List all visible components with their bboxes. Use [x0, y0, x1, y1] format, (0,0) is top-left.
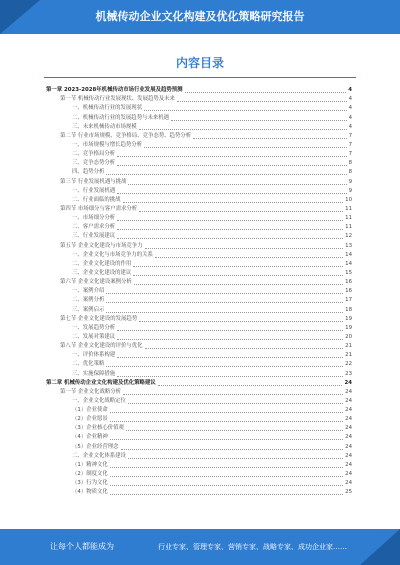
toc-entry-text: 第五节 企业文化建设与市场竞争力	[60, 242, 143, 249]
toc-entry[interactable]	[46, 86, 352, 95]
toc-entry-text: 第一节 企业文化战略分析	[60, 388, 122, 395]
toc-leader-dots	[123, 394, 343, 395]
toc-entry-text: （1）精神文化	[72, 461, 108, 468]
toc-leader-dots	[110, 421, 343, 422]
report-title: 机械传动企业文化构建及优化策略研究报告	[95, 10, 305, 23]
toc-entry[interactable]	[46, 360, 352, 369]
toc-leader-dots	[193, 138, 346, 139]
toc-entry-page: 18	[345, 306, 352, 313]
toc-leader-dots	[117, 238, 343, 239]
toc-leader-dots	[106, 293, 343, 294]
toc-entry[interactable]	[46, 278, 352, 287]
toc-entry-page: 4	[348, 96, 352, 103]
toc-entry-page: 24	[345, 461, 352, 468]
toc-entry-page: 8	[348, 169, 352, 176]
toc-entry-text: 第六节 企业文化建设案例分析	[60, 279, 132, 286]
toc-entry-text: 一、企业文化战略定位	[72, 397, 126, 404]
toc-entry-page: 11	[345, 205, 352, 212]
toc-entry-text: 一、评价体系构建	[72, 352, 116, 359]
toc-leader-dots	[117, 357, 343, 358]
toc-entry-page: 20	[345, 333, 352, 340]
toc-entry-text: 第七节 企业文化建设的发展趋势	[60, 315, 138, 322]
toc-entry-page: 25	[345, 489, 352, 496]
toc-entry-page: 24	[345, 397, 352, 404]
toc-entry[interactable]	[46, 470, 352, 479]
toc-entry-page: 11	[345, 215, 352, 222]
toc-entry[interactable]	[46, 205, 352, 214]
toc-entry-text: 二、案例分析	[72, 297, 105, 304]
toc-entry-text: （4）物质文化	[72, 489, 108, 496]
toc-entry-page: 4	[348, 123, 352, 130]
toc-entry[interactable]	[46, 388, 352, 397]
toc-entry[interactable]	[46, 424, 352, 433]
toc-entry[interactable]	[46, 461, 352, 470]
toc-entry-page: 9	[348, 187, 352, 194]
toc-entry-text: 二、企业文化体系建设	[72, 452, 126, 459]
toc-entry[interactable]	[46, 159, 352, 168]
toc-entry[interactable]	[46, 296, 352, 305]
toc-entry-page: 17	[345, 297, 352, 304]
toc-entry-text: （5）企业经营理念	[72, 443, 119, 450]
toc-entry-page: 10	[345, 196, 352, 203]
toc-entry[interactable]	[46, 141, 352, 150]
toc-entry[interactable]	[46, 232, 352, 241]
toc-entry-text: 二、客户需求分析	[72, 224, 116, 231]
footer-slogan: 让每个人都能成为	[50, 542, 114, 551]
toc-entry[interactable]	[46, 214, 352, 223]
toc-entry[interactable]	[46, 223, 352, 232]
toc-entry[interactable]	[46, 196, 352, 205]
toc-entry[interactable]	[46, 397, 352, 406]
toc-leader-dots	[110, 439, 343, 440]
table-of-contents	[46, 86, 352, 518]
toc-entry-page: 24	[345, 425, 352, 432]
toc-entry[interactable]	[46, 113, 352, 122]
toc-entry-text: 第三节 行业发展机遇与挑战	[60, 178, 127, 185]
toc-entry-text: 二、企业文化建设的作用	[72, 260, 132, 267]
toc-entry[interactable]	[46, 315, 352, 324]
toc-entry-text: 二、优化策略	[72, 361, 105, 368]
toc-heading: 内容目录	[175, 56, 224, 70]
toc-entry[interactable]	[46, 324, 352, 333]
toc-leader-dots	[185, 92, 347, 93]
toc-entry[interactable]	[46, 488, 352, 497]
toc-entry[interactable]	[46, 104, 352, 113]
toc-leader-dots	[134, 284, 343, 285]
toc-leader-dots	[121, 449, 344, 450]
toc-leader-dots	[158, 385, 343, 386]
toc-entry-text: 一、行业发展机遇	[72, 187, 116, 194]
toc-leader-dots	[123, 202, 344, 203]
toc-entry[interactable]	[46, 342, 352, 351]
toc-entry[interactable]	[46, 251, 352, 260]
toc-leader-dots	[117, 165, 346, 166]
toc-leader-dots	[139, 211, 343, 212]
toc-entry-page: 4	[348, 105, 352, 112]
toc-entry-text: 三、实施保障措施	[72, 370, 116, 377]
toc-entry-page: 24	[345, 471, 352, 478]
toc-entry-page: 19	[345, 315, 352, 322]
toc-entry-page: 19	[345, 324, 352, 331]
toc-entry[interactable]	[46, 123, 352, 132]
toc-entry[interactable]	[46, 333, 352, 342]
toc-entry[interactable]	[46, 479, 352, 488]
toc-entry-page: 4	[348, 114, 352, 121]
toc-entry-page: 15	[345, 269, 352, 276]
toc-entry-page: 24	[345, 416, 352, 423]
toc-entry[interactable]	[46, 379, 352, 388]
toc-entry-text: 四、趋势分析	[72, 169, 105, 176]
toc-entry[interactable]	[46, 150, 352, 159]
toc-entry[interactable]	[46, 187, 352, 196]
toc-entry-page: 16	[345, 279, 352, 286]
toc-entry-page: 24	[344, 379, 352, 386]
toc-leader-dots	[133, 266, 343, 267]
toc-entry-page: 7	[348, 151, 352, 158]
toc-entry-page: 24	[345, 434, 352, 441]
toc-entry-text: 第一节 机械传动行业发展现状、发展趋势及未来	[60, 96, 175, 103]
toc-entry[interactable]	[46, 260, 352, 269]
toc-leader-dots	[155, 257, 343, 258]
toc-leader-dots	[171, 120, 347, 121]
toc-entry-text: 三、未来机械传动市场规模	[72, 123, 137, 130]
toc-leader-dots	[128, 184, 346, 185]
toc-entry-text: （2）企业愿景	[72, 416, 108, 423]
toc-leader-dots	[144, 147, 346, 148]
toc-entry-text: 三、企业文化建设的建议	[72, 269, 132, 276]
toc-leader-dots	[106, 366, 343, 367]
toc-leader-dots	[110, 467, 343, 468]
toc-entry[interactable]	[46, 132, 352, 141]
toc-entry-page: 24	[345, 388, 352, 395]
toc-entry[interactable]	[46, 305, 352, 314]
toc-entry-page: 24	[345, 452, 352, 459]
toc-entry[interactable]	[46, 442, 352, 451]
toc-entry[interactable]	[46, 95, 352, 104]
toc-entry-text: 第二章 机械传动企业文化构建及优化策略建议	[46, 379, 156, 386]
toc-entry-text: 第四节 市场细分与客户需求分析	[60, 205, 138, 212]
toc-entry[interactable]	[46, 168, 352, 177]
toc-leader-dots	[177, 101, 347, 102]
toc-entry-page: 22	[345, 361, 352, 368]
toc-leader-dots	[106, 174, 346, 175]
toc-entry-text: 一、机械传动行业的发展现状	[72, 105, 143, 112]
toc-entry[interactable]	[46, 415, 352, 424]
toc-entry-page: 21	[345, 343, 352, 350]
toc-entry-page: 14	[345, 260, 352, 267]
toc-leader-dots	[133, 275, 343, 276]
toc-entry-text: 第八节 企业文化建设的评价与优化	[60, 343, 143, 350]
toc-entry-page: 8	[348, 160, 352, 167]
toc-entry-page: 7	[348, 132, 352, 139]
page-header	[0, 0, 400, 34]
toc-entry-page: 12	[345, 233, 352, 240]
toc-entry[interactable]	[46, 433, 352, 442]
toc-leader-dots	[117, 330, 343, 331]
toc-leader-dots	[145, 248, 344, 249]
toc-entry[interactable]	[46, 287, 352, 296]
toc-entry-page: 4	[348, 87, 352, 94]
toc-entry-text: （4）企业精神	[72, 434, 108, 441]
toc-entry[interactable]	[46, 351, 352, 360]
toc-entry-page: 24	[345, 407, 352, 414]
toc-entry-text: 三、竞争态势分析	[72, 160, 116, 167]
toc-leader-dots	[117, 376, 343, 377]
toc-entry[interactable]	[46, 406, 352, 415]
toc-entry-text: （1）企业使命	[72, 407, 108, 414]
toc-leader-dots	[106, 302, 343, 303]
toc-entry-page: 21	[345, 352, 352, 359]
toc-leader-dots	[128, 458, 343, 459]
toc-leader-dots	[110, 476, 343, 477]
footer-roles: 行业专家、管理专家、营销专家、战略专家、成功企业家……	[158, 543, 347, 551]
toc-leader-dots	[117, 339, 343, 340]
toc-entry-text: 三、行业发展建议	[72, 233, 116, 240]
toc-entry-page: 9	[348, 178, 352, 185]
toc-entry-text: 二、竞争格局分析	[72, 151, 116, 158]
toc-entry-text: 一、市场细分分析	[72, 215, 116, 222]
toc-entry-text: 第一章 2023-2028年机械传动市场行业发展及趋势预测	[46, 87, 183, 94]
toc-entry-text: 一、市场规模与增长趋势分析	[72, 141, 143, 148]
toc-leader-dots	[117, 193, 346, 194]
toc-leader-dots	[110, 485, 343, 486]
toc-entry-text: 一、企业文化与市场竞争力的关系	[72, 251, 153, 258]
toc-leader-dots	[139, 129, 347, 130]
toc-entry-text: 二、行业面临的挑战	[72, 196, 121, 203]
toc-entry-text: （3）行为文化	[72, 480, 108, 487]
toc-leader-dots	[126, 430, 343, 431]
toc-entry[interactable]	[46, 369, 352, 378]
toc-entry-page: 23	[345, 370, 352, 377]
toc-leader-dots	[110, 412, 343, 413]
toc-leader-dots	[117, 229, 343, 230]
toc-entry-text: （2）制度文化	[72, 471, 108, 478]
toc-divider	[44, 77, 356, 78]
toc-entry[interactable]	[46, 269, 352, 278]
toc-entry[interactable]	[46, 452, 352, 461]
toc-leader-dots	[117, 156, 346, 157]
page-footer	[0, 529, 400, 565]
toc-entry-text: 二、发展对策建议	[72, 333, 116, 340]
toc-entry[interactable]	[46, 177, 352, 186]
toc-entry-page: 14	[345, 251, 352, 258]
footer-corner-decoration	[360, 529, 400, 565]
toc-entry-page: 16	[345, 288, 352, 295]
toc-entry-page: 24	[345, 480, 352, 487]
toc-entry-text: （3）企业核心价值观	[72, 425, 124, 432]
toc-leader-dots	[139, 321, 343, 322]
toc-entry-page: 24	[345, 443, 352, 450]
toc-entry[interactable]	[46, 241, 352, 250]
toc-entry-text: 二、机械传动行业的发展趋势与未来机遇	[72, 114, 170, 121]
toc-entry-text: 第二节 行业市场规模、竞争格局、竞争态势、趋势分析	[60, 132, 192, 139]
toc-leader-dots	[106, 312, 343, 313]
toc-entry-text: 一、发展趋势分析	[72, 324, 116, 331]
toc-leader-dots	[144, 110, 346, 111]
toc-entry-page: 7	[348, 141, 352, 148]
toc-entry-text: 一、案例介绍	[72, 288, 105, 295]
toc-leader-dots	[128, 403, 343, 404]
toc-entry-page: 13	[345, 242, 352, 249]
toc-leader-dots	[145, 348, 344, 349]
toc-leader-dots	[110, 494, 343, 495]
toc-entry-page: 11	[345, 224, 352, 231]
toc-leader-dots	[117, 220, 343, 221]
toc-entry-text: 三、案例启示	[72, 306, 105, 313]
